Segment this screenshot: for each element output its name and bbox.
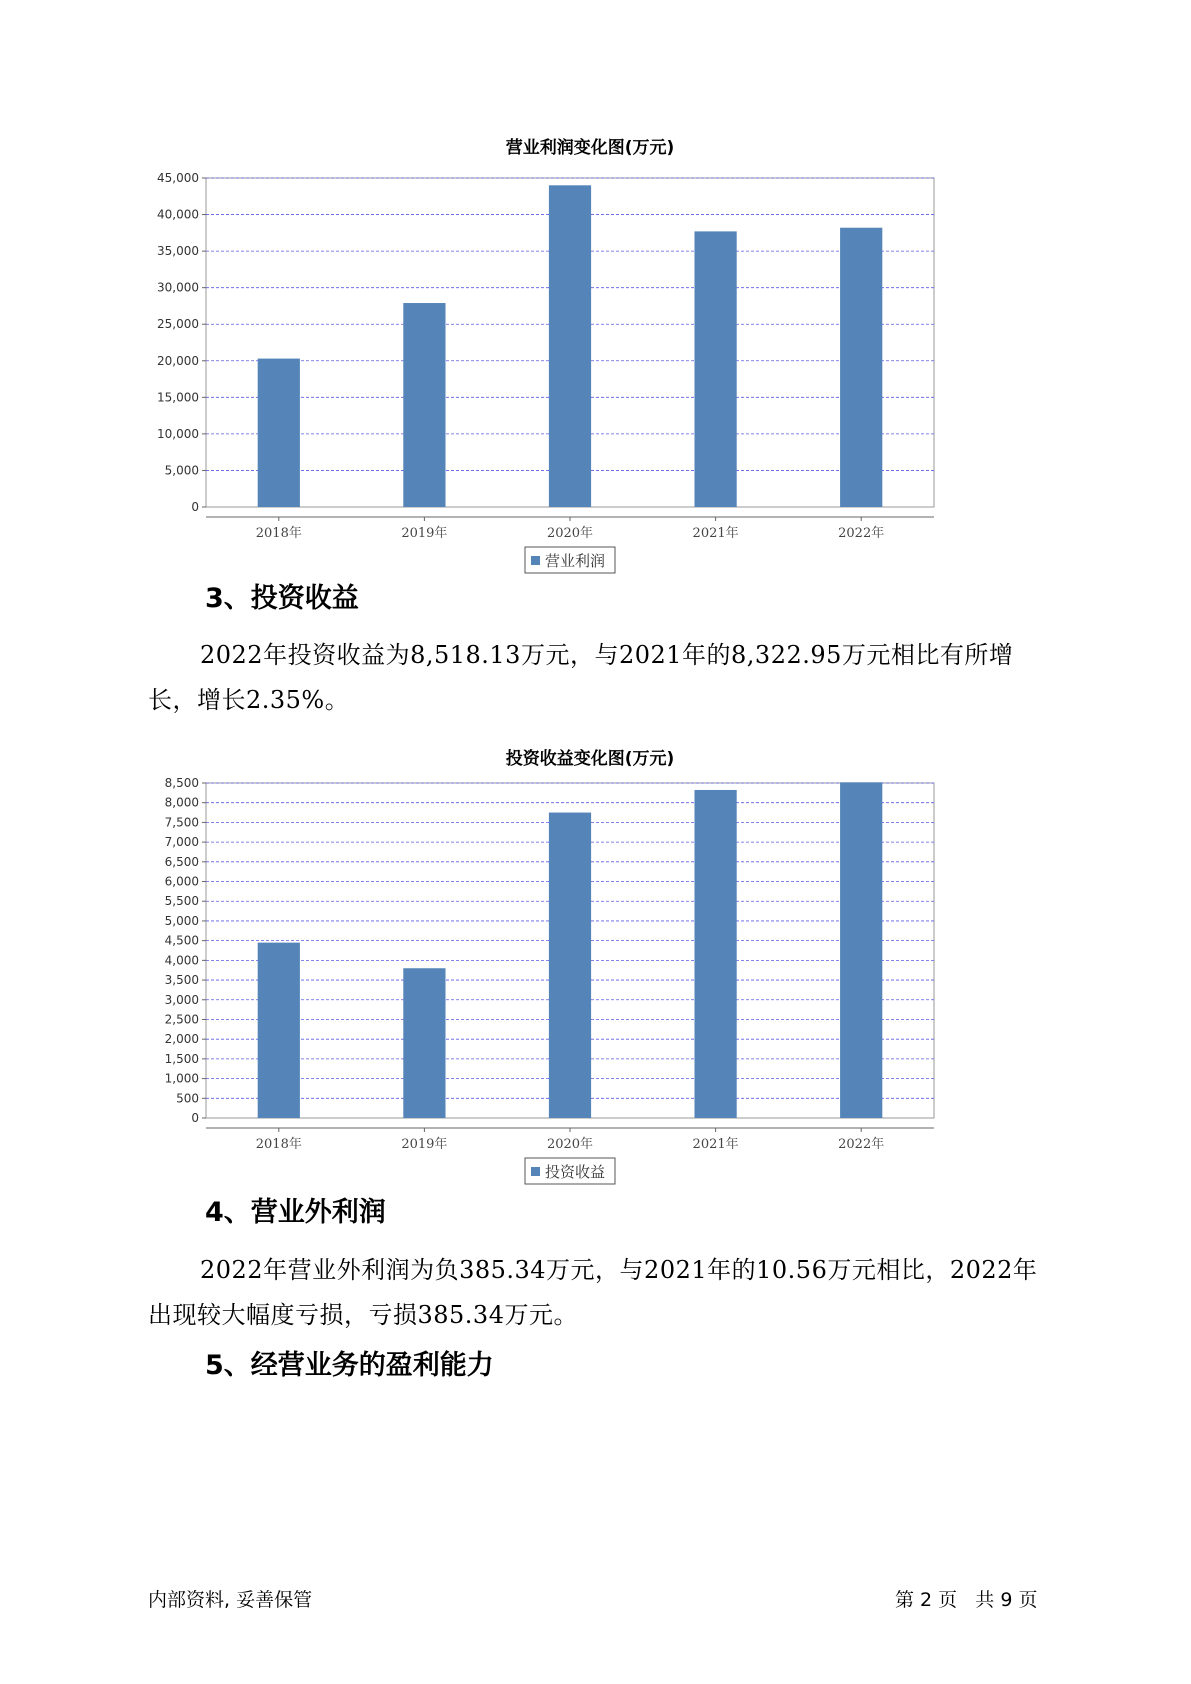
legend-label: 投资收益 (545, 1163, 606, 1181)
y-tick-label: 1,000 (164, 1071, 199, 1086)
y-tick-label: 4,000 (164, 953, 199, 968)
y-tick-label: 3,000 (164, 992, 199, 1007)
operating-profit-chart (140, 130, 1080, 570)
section-heading: 4、营业外利润 (205, 1197, 386, 1228)
footer-right: 第 2 页 共 9 页 (895, 1589, 1038, 1611)
y-tick-label: 6,500 (164, 854, 199, 869)
y-tick-label: 10,000 (157, 426, 199, 441)
y-tick-label: 3,500 (164, 973, 199, 988)
y-tick-label: 20,000 (157, 353, 199, 368)
legend-swatch (531, 556, 540, 565)
legend-label: 营业利润 (545, 552, 606, 570)
y-tick-label: 4,500 (164, 933, 199, 948)
chart-svg (140, 160, 1080, 570)
footer-left: 内部资料, 妥善保管 (148, 1589, 313, 1611)
bar (403, 303, 445, 507)
y-tick-label: 5,000 (164, 913, 199, 928)
x-tick-label: 2019年 (401, 1137, 448, 1152)
x-tick-label: 2018年 (255, 526, 302, 541)
y-tick-label: 1,500 (164, 1051, 199, 1066)
x-tick-label: 2020年 (546, 526, 594, 541)
y-tick-label: 15,000 (157, 390, 199, 405)
y-tick-label: 45,000 (157, 171, 199, 185)
y-tick-label: 30,000 (157, 280, 199, 295)
chart-title: 营业利润变化图(万元) (505, 138, 675, 158)
x-tick-label: 2021年 (692, 1137, 739, 1152)
x-tick-label: 2018年 (255, 1137, 302, 1152)
y-tick-label: 500 (176, 1091, 199, 1106)
y-tick-label: 40,000 (157, 207, 199, 222)
chart-svg (140, 771, 1080, 1181)
section-paragraph: 2022年投资收益为8,518.13万元，与2021年的8,322.95万元相比有所增长，增长2.35%。 (148, 641, 1014, 714)
section-heading: 3、投资收益 (205, 583, 359, 614)
bar (258, 943, 300, 1118)
bar (694, 790, 736, 1118)
y-tick-label: 6,000 (164, 874, 199, 889)
x-tick-label: 2020年 (546, 1137, 594, 1152)
bar (403, 968, 445, 1118)
investment-income-chart (140, 744, 1080, 1181)
y-tick-label: 25,000 (157, 317, 199, 332)
y-tick-label: 2,500 (164, 1012, 199, 1027)
bar (549, 813, 591, 1118)
bar (694, 231, 736, 507)
y-tick-label: 8,500 (164, 776, 199, 790)
bar (549, 185, 591, 507)
y-tick-label: 8,000 (164, 795, 199, 810)
y-tick-label: 2,000 (164, 1032, 199, 1047)
bar (840, 782, 882, 1118)
x-tick-label: 2022年 (838, 1137, 885, 1152)
y-tick-label: 5,000 (164, 463, 199, 478)
section-heading: 5、经营业务的盈利能力 (205, 1350, 494, 1381)
y-tick-label: 7,000 (164, 835, 199, 850)
y-tick-label: 0 (191, 1111, 199, 1125)
y-tick-label: 0 (191, 500, 199, 514)
x-tick-label: 2019年 (401, 526, 448, 541)
bar (840, 228, 882, 507)
y-tick-label: 7,500 (164, 815, 199, 830)
x-tick-label: 2021年 (692, 526, 739, 541)
chart-title: 投资收益变化图(万元) (505, 749, 675, 769)
y-tick-label: 5,500 (164, 894, 199, 909)
bar (258, 359, 300, 507)
x-tick-label: 2022年 (838, 526, 885, 541)
y-tick-label: 35,000 (157, 244, 199, 259)
legend-swatch (531, 1167, 540, 1176)
section-paragraph: 2022年营业外利润为负385.34万元，与2021年的10.56万元相比，2022年出现较大幅度亏损，亏损385.34万元。 (148, 1256, 1038, 1329)
